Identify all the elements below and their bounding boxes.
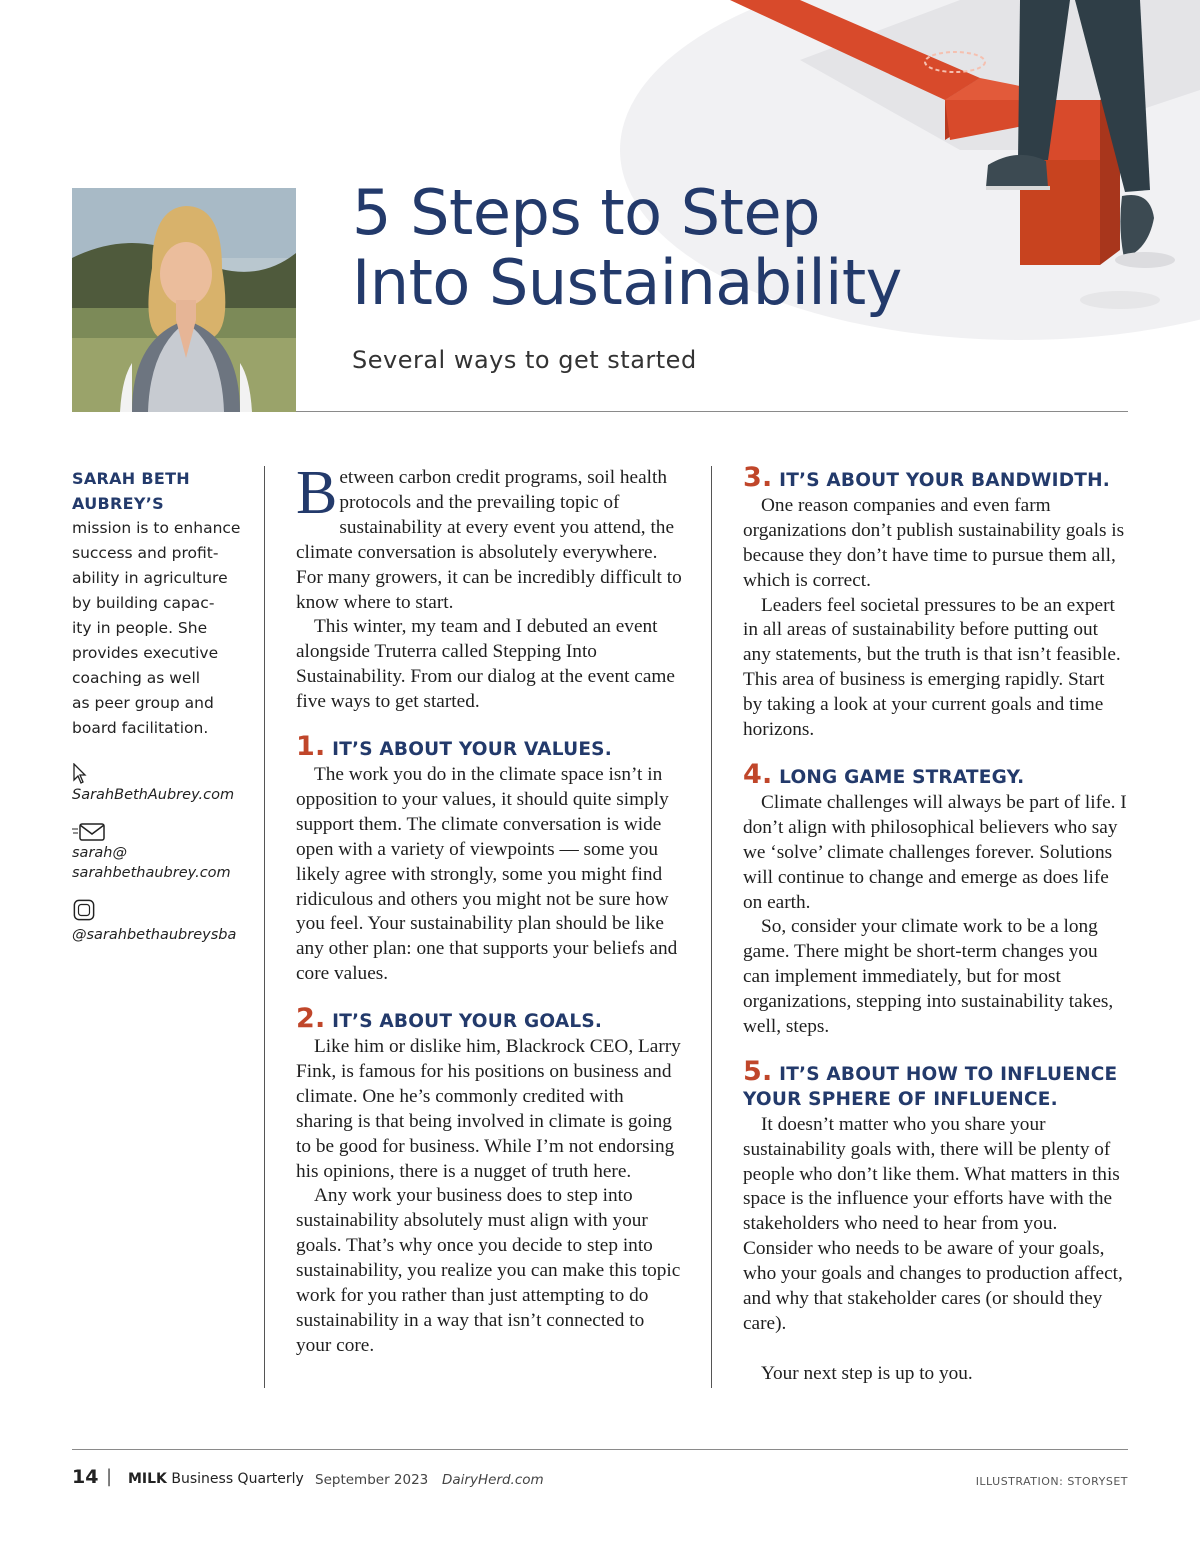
bio-line: success and profit-: [72, 544, 219, 562]
email-line-1: sarah@: [72, 845, 127, 861]
email-contact[interactable]: [72, 821, 252, 883]
author-email[interactable]: [72, 843, 252, 883]
section-number: 1.: [296, 731, 326, 763]
brand-rest: Business Quarterly: [171, 1471, 304, 1487]
article-column-1: [296, 459, 684, 1359]
header-divider: [296, 411, 1128, 412]
author-name-line-1: SARAH BETH: [72, 469, 190, 488]
section-title: IT’S ABOUT YOUR GOALS.: [332, 1011, 603, 1033]
instagram-icon: [72, 899, 96, 921]
author-sidebar: [72, 466, 252, 945]
email-icon: [72, 821, 106, 843]
article-subtitle: Several ways to get started: [352, 346, 697, 374]
article-title: [352, 178, 952, 318]
footer-divider: [72, 1449, 1128, 1450]
cursor-icon: [72, 763, 88, 785]
section-paragraph: Leaders feel societal pressures to be an expert in all areas of sustainability before putting out any statements, but the truth is that isn’t feasible. This area of business is emerging rapidly. Start by taking a look at your current goals and time horizons.: [743, 594, 1121, 741]
column-divider-right: [711, 466, 712, 1388]
section-paragraph: Like him or dislike him, Blackrock CEO, Larry Fink, is famous for his positions on business and climate. One he’s commonly credited with sharing is that being involved in climate is going to be good for business. While I’m not endorsing his opinions, there is a nugget of truth here.: [296, 1036, 681, 1182]
bio-line: board facilitation.: [72, 719, 209, 737]
title-line-2: Into Sustainability: [352, 246, 902, 319]
title-line-1: 5 Steps to Step: [352, 176, 820, 249]
bio-line: as peer group and: [72, 694, 214, 712]
section-paragraph: The work you do in the climate space isn’t in opposition to your values, it should quite simply support them. The climate conversation is wide open with a variety of viewpoints — some you likely agree with strongly, some you might find ridiculous and others you might not be sure how you feel. Your sustainability plan should be like any other plan: one that supports your beliefs and core values.: [296, 763, 678, 985]
bio-line: by building capac-: [72, 594, 215, 612]
section-heading-2: [296, 1003, 684, 1035]
section-paragraph: Any work your business does to step into sustainability absolutely must align with your goals. That’s why once you decide to step into sustainability, you realize you can make this topic work for you rather than just attempting to do sustainability in a way that isn’t connected to your core.: [296, 1185, 681, 1356]
issue-date: September 2023: [315, 1472, 429, 1488]
closing-line: Your next step is up to you.: [761, 1362, 973, 1384]
instagram-contact[interactable]: [72, 899, 252, 945]
bio-line: ability in agriculture: [72, 569, 228, 587]
article-column-2: [743, 462, 1128, 1387]
footer-separator: |: [106, 1466, 113, 1487]
section-paragraph: One reason companies and even farm organizations don’t publish sustainability goals is because they don’t have time to pursue them all, which is correct.: [743, 494, 1125, 591]
bio-line: coaching as well: [72, 669, 201, 687]
author-photo: [72, 188, 296, 412]
brand-bold: MILK: [128, 1471, 167, 1487]
page-number: 14: [72, 1466, 99, 1488]
footer-website[interactable]: DairyHerd.com: [442, 1472, 544, 1488]
author-bio: [72, 516, 252, 741]
section-paragraph: It doesn’t matter who you share your sustainability goals with, there will be plenty of people who don’t like them. What matters in this space is the influence your efforts have with the stakeholders who need to hear from you. Consider who needs to be aware of your goals, who your goals and changes to production affect, and why that stakeholder cares (or should they care).: [743, 1113, 1123, 1334]
section-heading-1: [296, 731, 684, 763]
author-name: [72, 466, 252, 516]
author-website[interactable]: SarahBethAubrey.com: [72, 787, 235, 803]
intro-paragraph-2: This winter, my team and I debuted an event alongside Truterra called Stepping Into Sustainability. From our dialog at the event came five ways to get started.: [296, 616, 675, 713]
intro-paragraph-1: Between carbon credit programs, soil health protocols and the prevailing topic of sustainability at every event you attend, the climate conversation is absolutely everywhere. For many growers, it can be incredibly difficult to know where to start.: [296, 459, 682, 613]
paragraph-spacer: [743, 1337, 1128, 1362]
bio-line: ity in people. She: [72, 619, 208, 637]
section-number: 2.: [296, 1003, 326, 1035]
section-heading-5: [743, 1055, 1128, 1113]
section-paragraph: So, consider your climate work to be a long game. There might be short-term changes you can implement immediately, but for most organizations, stepping into sustainability takes, well, steps.: [743, 916, 1114, 1038]
publication-name: [128, 1471, 304, 1487]
section-title: IT’S ABOUT HOW TO INFLUENCE YOUR SPHERE OF INFLUENCE.: [743, 1063, 1118, 1110]
section-number: 5.: [743, 1055, 773, 1087]
website-contact[interactable]: [72, 763, 252, 805]
email-line-2: sarahbethaubrey.com: [72, 865, 231, 881]
section-number: 4.: [743, 758, 773, 790]
section-heading-3: [743, 462, 1128, 494]
illustration-credit: ILLUSTRATION: STORYSET: [975, 1475, 1128, 1488]
section-paragraph: Climate challenges will always be part of life. I don’t align with philosophical believers who say we ‘solve’ climate challenges forever. Solutions will continue to change and emerge as does life on earth.: [743, 791, 1127, 913]
bio-line: provides executive: [72, 644, 219, 662]
section-heading-4: [743, 758, 1128, 791]
section-number: 3.: [743, 462, 773, 493]
column-divider-left: [264, 466, 265, 1388]
author-instagram[interactable]: @sarahbethaubreysba: [72, 927, 237, 943]
section-title: IT’S ABOUT YOUR BANDWIDTH.: [779, 470, 1111, 491]
bio-line: mission is to enhance: [72, 519, 241, 537]
drop-cap: B: [296, 459, 338, 527]
section-title: LONG GAME STRATEGY.: [779, 766, 1025, 788]
author-name-line-2: AUBREY’S: [72, 494, 164, 513]
section-title: IT’S ABOUT YOUR VALUES.: [332, 739, 612, 761]
